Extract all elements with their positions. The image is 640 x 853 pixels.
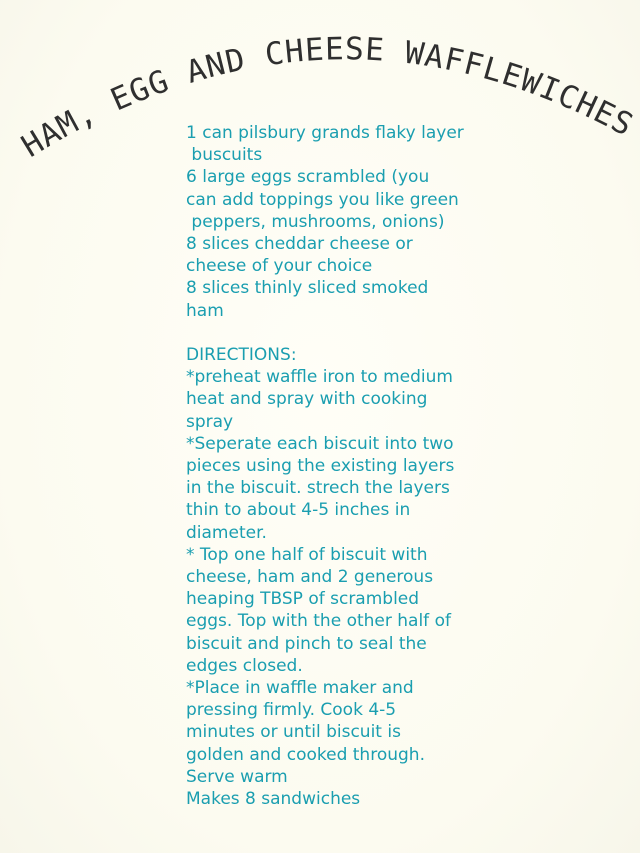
recipe-line: spray <box>186 411 234 432</box>
recipe-line: heat and spray with cooking <box>186 389 428 410</box>
page-title: HAM, EGG AND CHEESE WAFFLEWICHES <box>15 31 640 165</box>
recipe-line: 8 slices cheddar cheese or <box>186 234 413 255</box>
recipe-line: Makes 8 sandwiches <box>186 789 361 810</box>
recipe-line: 8 slices thinly sliced smoked <box>186 278 429 299</box>
recipe-line: ham <box>186 300 224 321</box>
recipe-line: heaping TBSP of scrambled <box>186 589 420 610</box>
recipe-line: can add toppings you like green <box>186 189 459 210</box>
recipe-line: *Place in waffle maker and <box>186 678 414 699</box>
recipe-line: pressing firmly. Cook 4-5 <box>186 700 397 721</box>
recipe-line: *preheat waffle iron to medium <box>186 367 453 388</box>
recipe-line: *Seperate each biscuit into two <box>186 433 454 454</box>
recipe-line: 6 large eggs scrambled (you <box>186 167 430 188</box>
recipe-line: 1 can pilsbury grands flaky layer <box>186 123 464 143</box>
directions-heading: DIRECTIONS: <box>186 345 297 366</box>
recipe-line: edges closed. <box>186 655 303 676</box>
recipe-line: * Top one half of biscuit with <box>186 544 428 565</box>
recipe-body <box>186 122 506 810</box>
recipe-line: thin to about 4-5 inches in <box>186 500 411 521</box>
recipe-line: minutes or until biscuit is <box>186 722 401 743</box>
recipe-line: cheese, ham and 2 generous <box>186 567 434 588</box>
recipe-line: Serve warm <box>186 766 288 787</box>
recipe-line: diameter. <box>186 522 267 543</box>
recipe-line: golden and cooked through. <box>186 744 425 765</box>
blank-line <box>186 322 506 344</box>
recipe-line: peppers, mushrooms, onions) <box>186 211 445 232</box>
recipe-line: buscuits <box>186 145 263 166</box>
recipe-line: biscuit and pinch to seal the <box>186 633 427 654</box>
recipe-line: eggs. Top with the other half of <box>186 611 451 632</box>
recipe-line: cheese of your choice <box>186 256 373 277</box>
recipe-line: pieces using the existing layers <box>186 456 455 477</box>
recipe-line: in the biscuit. strech the layers <box>186 478 450 499</box>
